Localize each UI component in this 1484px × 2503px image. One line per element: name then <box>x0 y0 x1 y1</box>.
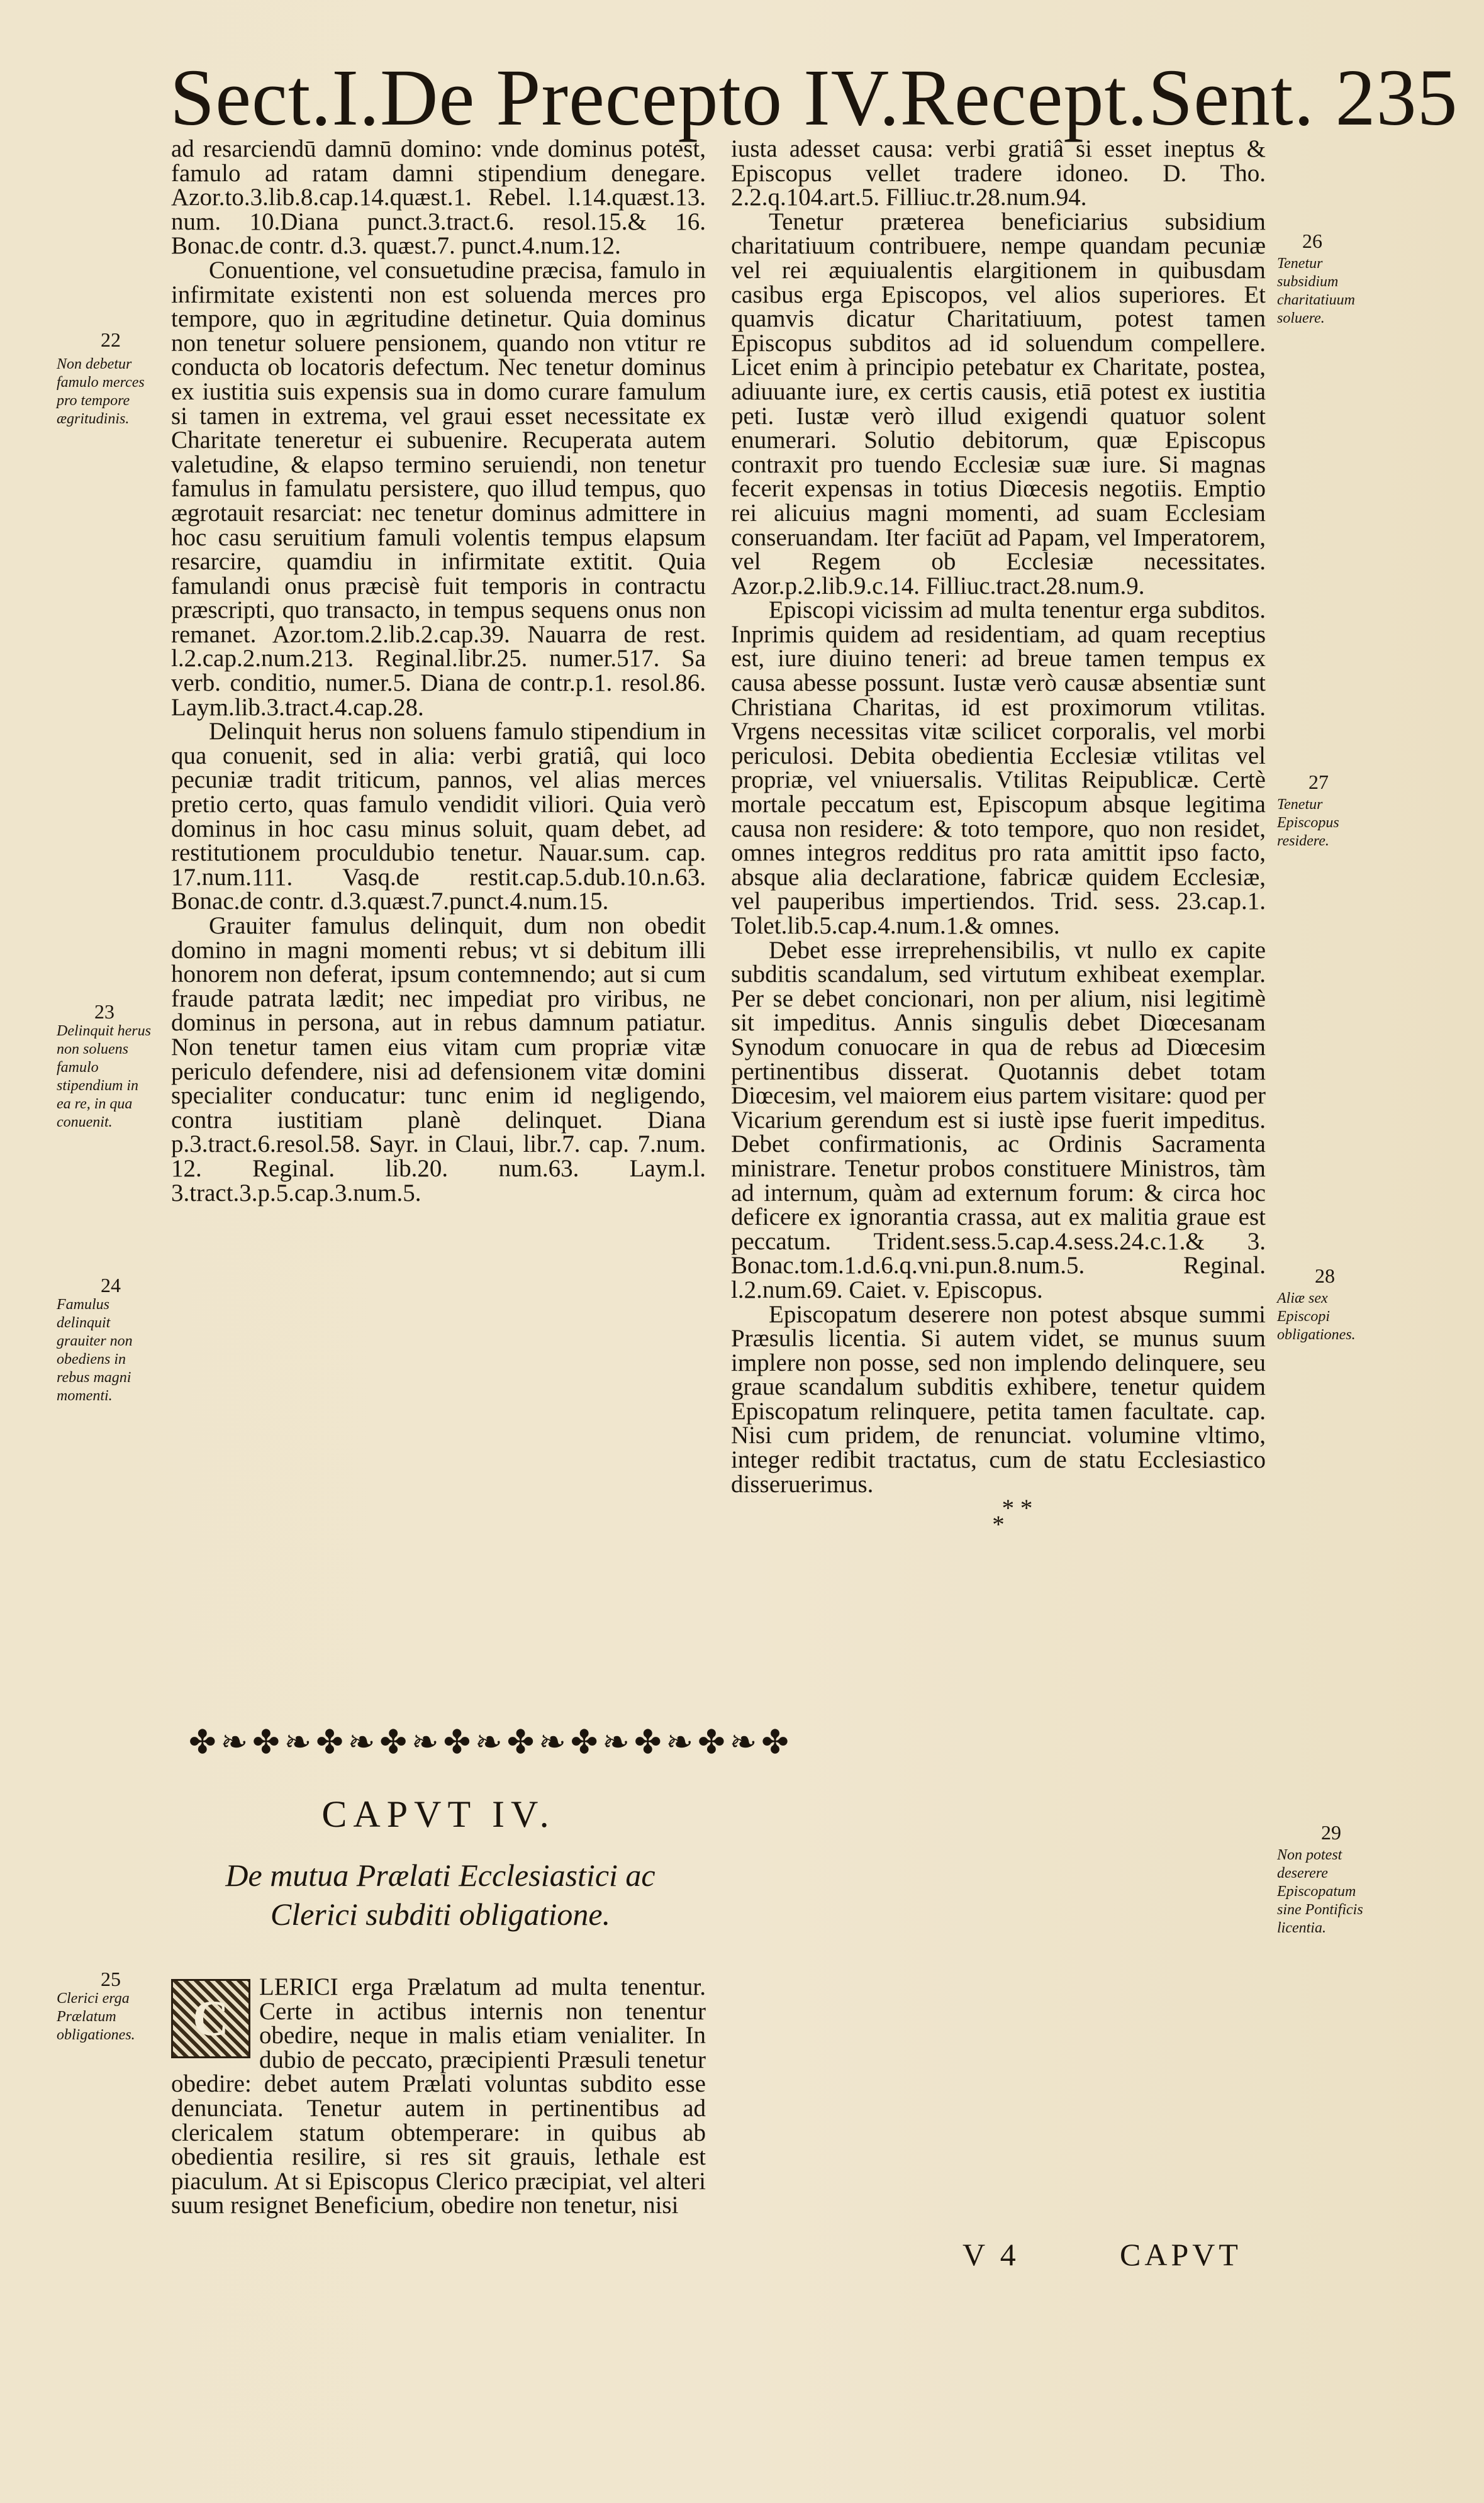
paragraph-24: Grauiter famulus delinquit, dum non obedit domino in magni momenti rebus; vt si debitum illi honorem non deferat, ipsum contemnendo; aut si cum fraude patrata lædit; nec impediat pro viribus, ne dominus in persona, aut in rebus damnum patiatur. Non tenetur tamen eius vitam cum propriæ vitæ periculo defendere, nisi ad defensionem vitæ domini specialiter conducatur: tunc enim id negligendo, contra iustitiam planè delinquet. Diana p.3.tract.6.resol.58. Sayr. in Claui, libr.7. cap. 7.num. 12. Reginal. lib.20. num.63. Laym.l. 3.tract.3.p.5.cap.3.num.5. <box>171 912 706 1207</box>
margin-note-23: Delinquit herus non soluens famulo stipendium in ea re, in qua conuenit. <box>57 1023 151 1130</box>
margin-note-26: Tenetur subsidium charitatiuum soluere. <box>1277 255 1355 326</box>
margin-number-26: 26 <box>1302 230 1322 252</box>
margin-number-23: 23 <box>94 1000 114 1023</box>
paragraph-23: Delinquit herus non soluens famulo stipendium in qua conuenit, sed in alia: verbi gratiâ, qui loco pecuniæ tradit triticum, pannos, vel alias merces pretio certo, quas famulo vendidit viliori. Quia verò dominus in hoc casu minus soluit, quam debet, ad restitutionem proculdubio tenetur. Nauar.sum. cap. 17.num.111. Vasq.de restit.cap.5.dub.10.n.63. Bonac.de contr. d.3.quæst.7.punct.4.num.15. <box>171 718 706 915</box>
paragraph-27: Episcopi vicissim ad multa tenentur erga subditos. Inprimis quidem ad residentiam, ad quam receptius est, iure diuino teneri: ad breue tamen tempus ex causa abesse possunt. Iustæ verò causæ absentiæ sunt Christiana Charitas, id est proximorum vtilitas. Vrgens necessitas vitæ scilicet corporalis, vel morbi periculosi. Debita obedientia Ecclesiæ vtilitas vel propriæ, vel vniuersalis. Vtilitas Reipublicæ. Certè mortale peccatum est, Episcopum absque legitima causa non residere: & toto tempore, quo non residet, omnes integros redditus pro rata amittit ipso facto, absque alia declaratione, fabricæ quidem Ecclesiæ, vel pauperibus impertiendos. Trid. sess. 23.cap.1. Tolet.lib.5.cap.4.num.1.& omnes. <box>731 596 1266 939</box>
dropcap-initial: C <box>171 1979 250 2058</box>
margin-number-29: 29 <box>1321 1821 1341 1844</box>
margin-note-22: Non debetur famulo merces pro tempore ægritudinis. <box>57 356 145 427</box>
right-column <box>731 135 1266 1539</box>
paragraph-22: Conuentione, vel consuetudine præcisa, famulo in infirmitate existenti non est soluenda merces pro tempore, quo in ægritudine detinetur. Quia dominus non tenetur soluere pensionem, quando non vtitur re conducta ob locatoris defectum. Nec tenetur dominus ex iustitia suis expensis sua in domo curare famulum si tamen in extrema, vel graui esset necessitate ex Charitate teneretur ei subuenire. Recuperata autem valetudine, & elapso termino seruiendi, non tenetur famulus in famulatu persistere, quo illud tempus, quo ægrotauit resarciat: nec tenetur dominus admittere in hoc casu seruitium famuli volentis tempus elapsum resarcire, quamdiu in infirmitate extitit. Quia famulandi onus præcisè fuit temporis in contractu præscripti, quo transacto, in tempus sequens onus non remanet. Azor.tom.2.lib.2.cap.39. Nauarra de rest. l.2.cap.2.num.213. Reginal.libr.25. numer.517. Sa verb. conditio, numer.5. Diana de contr.p.1. resol.86. Laym.lib.3.tract.4.cap.28. <box>171 256 706 721</box>
margin-number-25: 25 <box>101 1968 121 1990</box>
margin-note-24: Famulus delinquit grauiter non obediens in rebus magni momenti. <box>57 1296 133 1404</box>
margin-number-24: 24 <box>101 1274 121 1296</box>
margin-number-27: 27 <box>1308 771 1329 793</box>
catchword: CAPVT <box>1120 2237 1242 2272</box>
paragraph-26: Tenetur præterea beneficiarius subsidium charitatiuum contribuere, nempe quandam pecuniæ vel rei æquiualentis elargitionem in quibusdam casibus erga Episcopos, vel alios superiores. Et quamvis dicatur Charitatiuum, potest tamen Episcopus subditos ad id soluendum compellere. Licet enim à principio petebatur ex Charitate, postea, adiuuante iure, ex certis causis, etiā potest ex iustitia peti. Iustæ verò illud exigendi quatuor solent enumerari. Solutio debitorum, quæ Episcopus contraxit pro tuendo Ecclesiæ suæ iure. Si magnas fecerit expensas in totius Diœcesis negotiis. Emptio rei alicuius magni momenti, ad suam Ecclesiam conseruandam. Iter faciūt ad Papam, vel Imperatorem, vel Regem ob Ecclesiæ necessitates. Azor.p.2.lib.9.c.14. Filliuc.tract.28.num.9. <box>731 208 1266 599</box>
margin-note-28: Aliæ sex Episcopi obligationes. <box>1277 1290 1356 1343</box>
asterism: * * * <box>992 1495 1033 1539</box>
margin-note-25: Clerici erga Prælatum obligationes. <box>57 1990 135 2043</box>
paragraph-continued-right: iusta adesset causa: verbi gratiâ si esset ineptus & Episcopus vellet tradere idoneo. D. Tho. 2.2.q.104.art.5. Filliuc.tr.28.num.94. <box>731 135 1266 211</box>
ornament-divider: ✤❧✤❧✤❧✤❧✤❧✤❧✤❧✤❧✤❧✤ <box>189 1724 793 1761</box>
left-column <box>171 137 706 1205</box>
paragraph-29: Episcopatum deserere non potest absque summi Præsulis licentia. Si autem videt, se munus suum implere non posse, sed non implendo delinquere, seu graue scandalum subditis exhibere, tenetur quidem Episcopatum relinquere, petita tamen facultate. cap. Nisi cum pridem, de renunciat. volumine vltimo, integer redibit tractatus, cum de statu Ecclesiastico disseruerimus. <box>731 1300 1266 1498</box>
page-header: Sect.I.De Precepto IV.Recept.Sent. 235 <box>170 53 1458 142</box>
margin-number-22: 22 <box>101 328 121 351</box>
paragraph-continued: ad resarciendū damnū domino: vnde dominus potest, famulo ad ratam damni stipendium denegare. Azor.to.3.lib.8.cap.14.quæst.1. Rebel. l.14.quæst.13. num. 10.Diana punct.3.tract.6. resol.15.& 16. Bonac.de contr. d.3. quæst.7. punct.4.num.12. <box>171 135 706 260</box>
margin-note-29: Non potest deserere Episcopatum sine Pontificis licentia. <box>1277 1847 1363 1936</box>
signature-mark: V 4 <box>962 2237 1020 2272</box>
chapter-title: CAPVT IV. <box>321 1793 555 1835</box>
margin-note-27: Tenetur Episcopus residere. <box>1277 796 1339 849</box>
left-column-lower <box>171 1975 706 2218</box>
margin-number-28: 28 <box>1315 1264 1335 1287</box>
paragraph-25: LERICI erga Prælatum ad multa tenentur. Certe in actibus internis non tenentur obedire, neque in malis etiam venialiter. In dubio de peccato, præcipienti Præsuli tenetur obedire: debet autem Prælati voluntas subdito esse denunciata. Tenetur autem in pertinentibus ad clericalem statum obtemperare: in quibus ab obedientia resilire, si res sit grauis, lethale est piaculum. At si Episcopus Clerico præcipiat, vel alteri suum resignet Beneficium, obedire non tenetur, nisi <box>171 1973 706 2219</box>
chapter-subtitle: De mutua Prælati Ecclesiastici ac Clerici subditi obligatione. <box>225 1858 656 1932</box>
paragraph-28: Debet esse irreprehensibilis, vt nullo ex capite subditis scandalum, sed virtutum exhibeat exemplar. Per se debet concionari, non per alium, nisi legitimè sit impeditus. Annis singulis debet Diœcesanam Synodum conuocare in qua de rebus ad Diœcesim pertinentibus disserat. Quotannis debet totam Diœcesim, vel maiorem eius partem visitare: quod per Vicarium gerendum est si iustè ipse fuerit impeditus. Debet confirmationis, ac Ordinis Sacramenta ministrare. Tenetur probos constituere Ministros, tàm ad internum, quàm ad externum forum: & circa hoc deficere ex ignorantia crassa, aut ex malitia graue est peccatum. Trident.sess.5.cap.4.sess.24.c.1.& 3. Bonac.tom.1.d.6.q.vni.pun.8.num.5. Reginal. l.2.num.69. Caiet. v. Episcopus. <box>731 936 1266 1303</box>
